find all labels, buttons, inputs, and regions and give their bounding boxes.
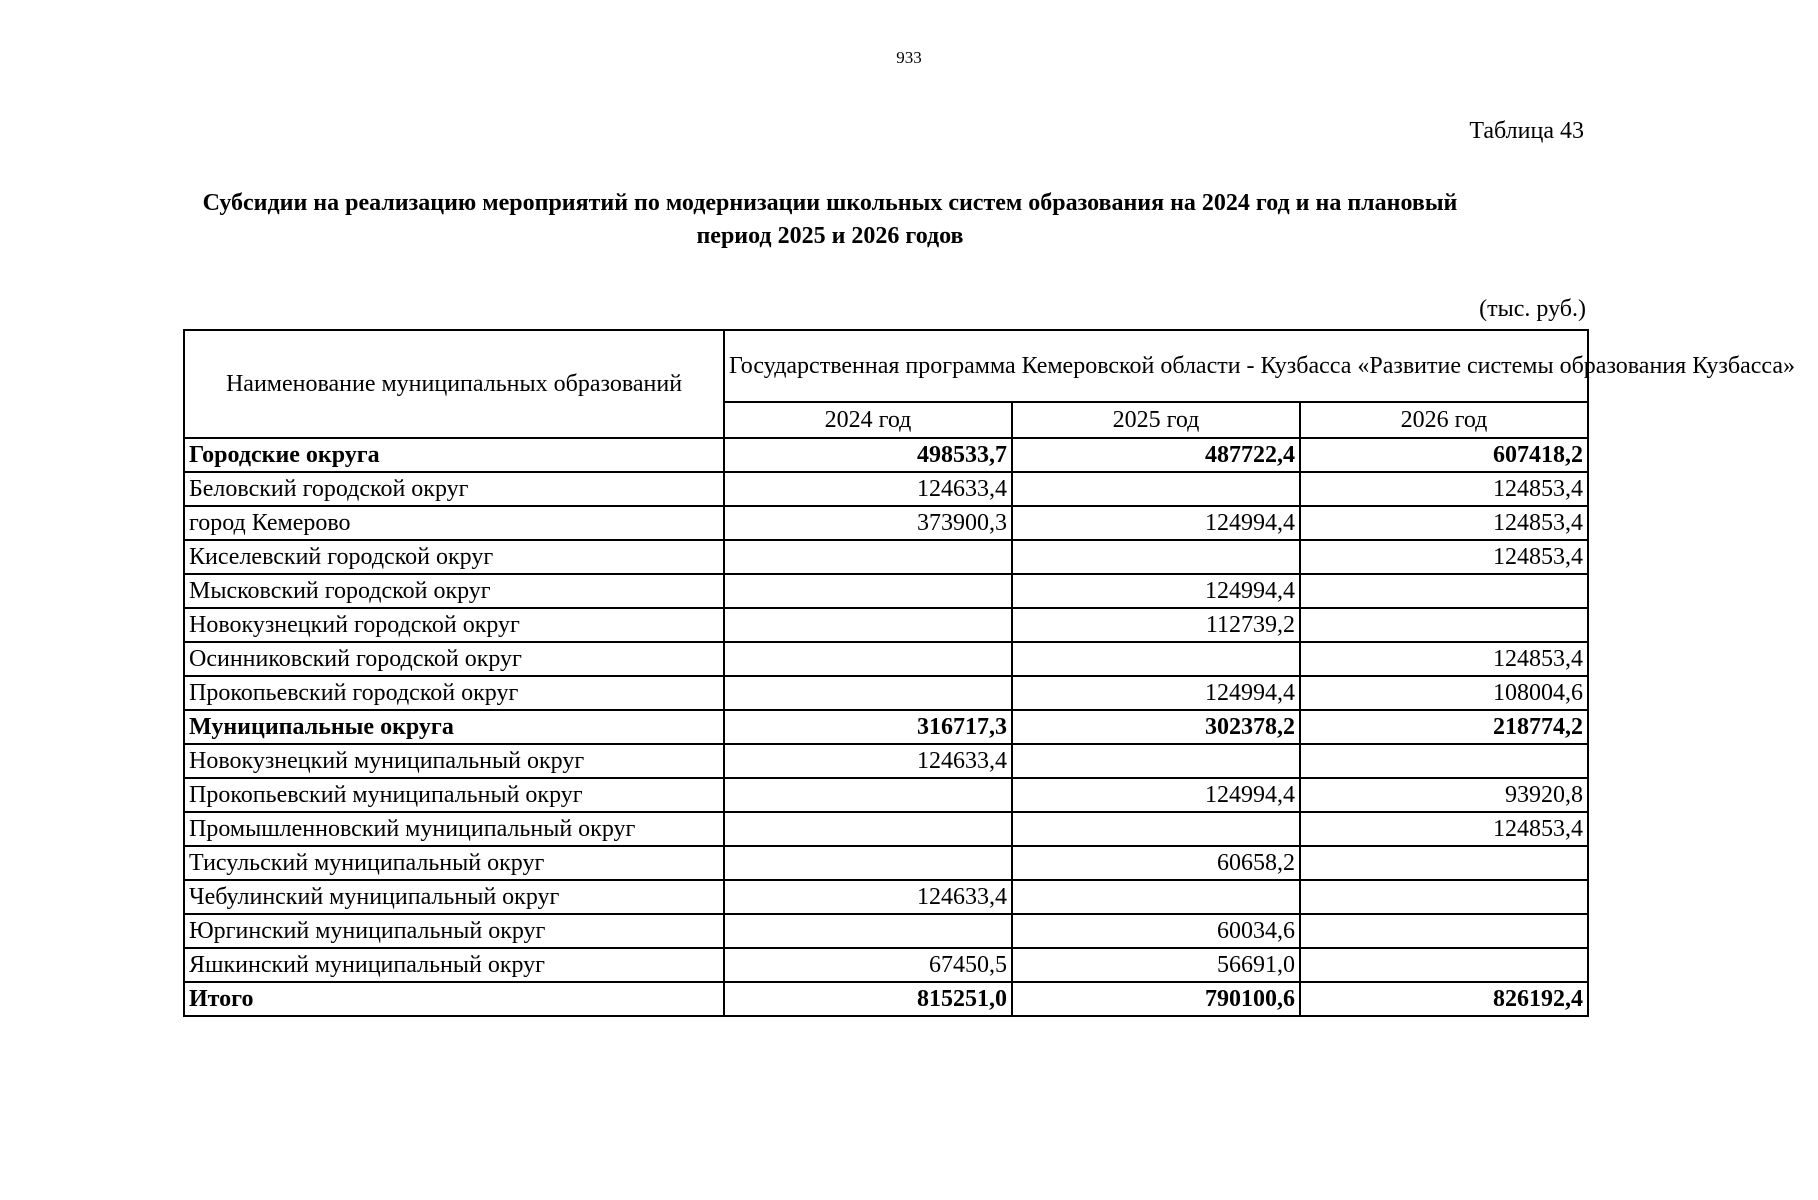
document-title: Субсидии на реализацию мероприятий по модернизации школьных систем образования на 2024 год и на плановый период 2025 и 2026 годов	[202, 190, 1458, 249]
table-row	[184, 914, 1588, 948]
value-2026-cell	[1300, 744, 1588, 778]
value-2024-cell	[724, 642, 1012, 676]
header-year-2025: 2025 год	[1012, 402, 1300, 438]
municipality-name-cell: Итого	[184, 982, 724, 1016]
header-year-2024: 2024 год	[724, 402, 1012, 438]
table-row	[184, 574, 1588, 608]
table-row	[184, 506, 1588, 540]
value-2026-cell	[1300, 948, 1588, 982]
value-2025-cell: 56691,0	[1012, 948, 1300, 982]
value-2026-cell: 218774,2	[1300, 710, 1588, 744]
table-body	[184, 438, 1588, 1016]
value-2026-cell	[1300, 880, 1588, 914]
municipality-name-cell: Юргинский муниципальный округ	[184, 914, 724, 948]
value-2025-cell: 60034,6	[1012, 914, 1300, 948]
header-year-2026: 2026 год	[1300, 402, 1588, 438]
value-2026-cell: 124853,4	[1300, 506, 1588, 540]
value-2025-cell: 60658,2	[1012, 846, 1300, 880]
value-2025-cell: 487722,4	[1012, 438, 1300, 472]
table-row	[184, 608, 1588, 642]
table-row	[184, 676, 1588, 710]
municipality-name-cell: Осинниковский городской округ	[184, 642, 724, 676]
table-row	[184, 812, 1588, 846]
municipality-name-cell: Прокопьевский муниципальный округ	[184, 778, 724, 812]
municipality-name-cell: Яшкинский муниципальный округ	[184, 948, 724, 982]
table-subtotal-row	[184, 710, 1588, 744]
table-row	[184, 948, 1588, 982]
value-2025-cell: 124994,4	[1012, 778, 1300, 812]
value-2024-cell: 124633,4	[724, 880, 1012, 914]
value-2026-cell	[1300, 914, 1588, 948]
value-2026-cell	[1300, 846, 1588, 880]
value-2024-cell	[724, 812, 1012, 846]
value-2025-cell: 112739,2	[1012, 608, 1300, 642]
table-row	[184, 642, 1588, 676]
table-subtotal-row	[184, 982, 1588, 1016]
value-2024-cell	[724, 540, 1012, 574]
value-2025-cell: 302378,2	[1012, 710, 1300, 744]
value-2026-cell: 124853,4	[1300, 540, 1588, 574]
value-2025-cell: 124994,4	[1012, 676, 1300, 710]
value-2024-cell	[724, 914, 1012, 948]
value-2025-cell: 790100,6	[1012, 982, 1300, 1016]
municipality-name-cell: Муниципальные округа	[184, 710, 724, 744]
value-2024-cell: 815251,0	[724, 982, 1012, 1016]
value-2024-cell: 124633,4	[724, 472, 1012, 506]
subsidy-table	[183, 329, 1795, 1017]
municipality-name-cell: Новокузнецкий городской округ	[184, 608, 724, 642]
value-2025-cell	[1012, 642, 1300, 676]
value-2025-cell	[1012, 540, 1300, 574]
municipality-name-cell: Прокопьевский городской округ	[184, 676, 724, 710]
municipality-name-cell: Беловский городской округ	[184, 472, 724, 506]
table-row	[184, 472, 1588, 506]
table-row	[184, 846, 1588, 880]
municipality-name-cell: Тисульский муниципальный округ	[184, 846, 724, 880]
value-2026-cell: 108004,6	[1300, 676, 1588, 710]
table-row	[184, 540, 1588, 574]
municipality-name-cell: Чебулинский муниципальный округ	[184, 880, 724, 914]
page-number: 933	[896, 48, 922, 67]
table-row	[184, 778, 1588, 812]
value-2026-cell: 826192,4	[1300, 982, 1588, 1016]
table-row	[184, 880, 1588, 914]
municipality-name-cell: Новокузнецкий муниципальный округ	[184, 744, 724, 778]
value-2025-cell	[1012, 472, 1300, 506]
table-label: Таблица 43	[1469, 118, 1584, 144]
municipality-name-cell: город Кемерово	[184, 506, 724, 540]
value-2026-cell: 124853,4	[1300, 642, 1588, 676]
value-2024-cell: 67450,5	[724, 948, 1012, 982]
value-2026-cell	[1300, 574, 1588, 608]
value-2024-cell	[724, 608, 1012, 642]
header-municipality-name: Наименование муниципальных образований	[184, 330, 724, 438]
value-2026-cell: 607418,2	[1300, 438, 1588, 472]
value-2024-cell: 498533,7	[724, 438, 1012, 472]
value-2026-cell	[1300, 608, 1588, 642]
municipality-name-cell: Киселевский городской округ	[184, 540, 724, 574]
value-2024-cell	[724, 676, 1012, 710]
value-2025-cell: 124994,4	[1012, 574, 1300, 608]
value-2025-cell: 124994,4	[1012, 506, 1300, 540]
value-2024-cell	[724, 846, 1012, 880]
units-label: (тыс. руб.)	[1479, 296, 1586, 322]
value-2024-cell: 124633,4	[724, 744, 1012, 778]
table-subtotal-row	[184, 438, 1588, 472]
value-2026-cell: 93920,8	[1300, 778, 1588, 812]
value-2026-cell: 124853,4	[1300, 812, 1588, 846]
municipality-name-cell: Городские округа	[184, 438, 724, 472]
value-2024-cell	[724, 574, 1012, 608]
value-2024-cell: 316717,3	[724, 710, 1012, 744]
header-program-name: Государственная программа Кемеровской области - Кузбасса «Развитие системы образования Кузбасса»	[724, 330, 1588, 402]
table-header	[184, 330, 1795, 438]
value-2025-cell	[1012, 744, 1300, 778]
municipality-name-cell: Мысковский городской округ	[184, 574, 724, 608]
table-row	[184, 744, 1588, 778]
value-2024-cell: 373900,3	[724, 506, 1012, 540]
value-2026-cell: 124853,4	[1300, 472, 1588, 506]
value-2024-cell	[724, 778, 1012, 812]
municipality-name-cell: Промышленновский муниципальный округ	[184, 812, 724, 846]
value-2025-cell	[1012, 880, 1300, 914]
header-row	[184, 330, 1588, 402]
value-2025-cell	[1012, 812, 1300, 846]
